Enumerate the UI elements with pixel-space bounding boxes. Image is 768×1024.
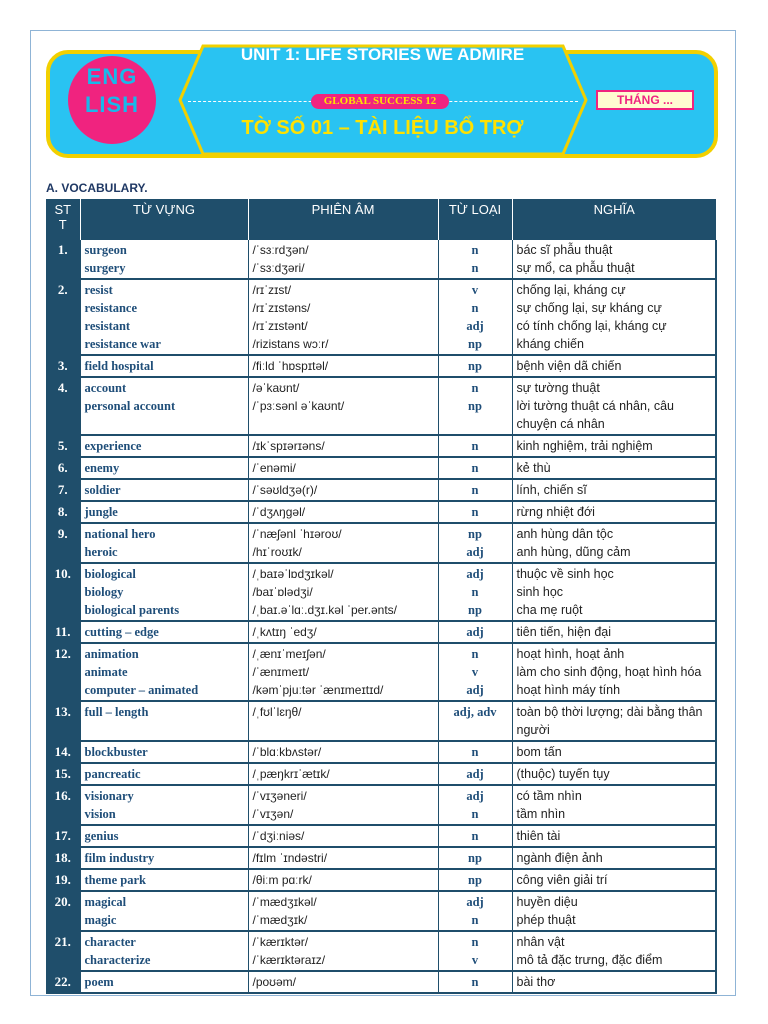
row-number: 1.	[46, 240, 80, 279]
table-row	[46, 377, 716, 435]
meaning-text: bài thơ	[516, 975, 556, 989]
vocab-word: surgery	[84, 261, 126, 275]
row-number: 10.	[46, 563, 80, 621]
vocab-word: resistant	[84, 319, 131, 333]
meaning-text: anh hùng, dũng cảm	[516, 545, 631, 559]
part-of-speech: np	[468, 603, 482, 617]
sheet-title: TỜ SỐ 01 – TÀI LIỆU BỔ TRỢ	[241, 117, 524, 139]
cell-phonetics	[248, 971, 438, 993]
part-of-speech: np	[468, 359, 482, 373]
cell-phonetics	[248, 763, 438, 785]
cell-meanings	[512, 931, 716, 971]
phonetic-transcription: /əˈkaʊnt/	[252, 381, 300, 395]
cell-pos	[438, 563, 512, 621]
cell-phonetics	[248, 869, 438, 891]
meaning-text: sự tường thuật	[516, 381, 600, 395]
vocab-word: experience	[84, 439, 142, 453]
row-number: 4.	[46, 377, 80, 435]
cell-pos	[438, 355, 512, 377]
part-of-speech: n	[471, 935, 479, 949]
part-of-speech: adj	[466, 319, 484, 333]
part-of-speech: adj	[466, 567, 484, 581]
cell-meanings	[512, 501, 716, 523]
vocab-word: visionary	[84, 789, 134, 803]
cell-pos	[438, 847, 512, 869]
cell-meanings	[512, 847, 716, 869]
cell-meanings	[512, 435, 716, 457]
cell-meanings	[512, 240, 716, 279]
part-of-speech: n	[471, 261, 479, 275]
phonetic-transcription: /kəmˈpjuːtər ˈænɪmeɪtɪd/	[252, 683, 384, 697]
row-number: 18.	[46, 847, 80, 869]
phonetic-transcription: /ˈænɪmeɪt/	[252, 665, 310, 679]
cell-pos	[438, 279, 512, 355]
cell-pos	[438, 763, 512, 785]
part-of-speech: n	[471, 243, 479, 257]
row-number: 14.	[46, 741, 80, 763]
cell-phonetics	[248, 825, 438, 847]
table-body	[46, 240, 716, 993]
table-row	[46, 847, 716, 869]
meaning-text: kẻ thù	[516, 461, 551, 475]
cell-phonetics	[248, 931, 438, 971]
cell-words	[80, 523, 248, 563]
header-phonetic: PHIÊN ÂM	[248, 199, 438, 240]
cell-phonetics	[248, 523, 438, 563]
part-of-speech: adj, adv	[453, 705, 497, 719]
header-pos: TỪ LOẠI	[438, 199, 512, 240]
cell-phonetics	[248, 621, 438, 643]
cell-meanings	[512, 643, 716, 701]
cell-words	[80, 869, 248, 891]
part-of-speech: adj	[466, 625, 484, 639]
table-row	[46, 869, 716, 891]
part-of-speech: adj	[466, 683, 484, 697]
phonetic-transcription: /fɪlm ˈɪndəstri/	[252, 851, 328, 865]
meaning-text: hoạt hình máy tính	[516, 683, 621, 697]
phonetic-transcription: /rɪˈzɪstəns/	[252, 301, 311, 315]
vocab-word: biological	[84, 567, 136, 581]
meaning-text: có tầm nhìn	[516, 789, 582, 803]
vocab-word: jungle	[84, 505, 118, 519]
cell-words	[80, 479, 248, 501]
phonetic-transcription: /ɪkˈspɪərɪəns/	[252, 439, 325, 453]
section-title: A. VOCABULARY.	[46, 181, 148, 195]
vocab-word: pancreatic	[84, 767, 141, 781]
vocab-word: national hero	[84, 527, 156, 541]
cell-phonetics	[248, 501, 438, 523]
cell-phonetics	[248, 701, 438, 741]
cell-phonetics	[248, 643, 438, 701]
vocab-word: biology	[84, 585, 124, 599]
cell-pos	[438, 785, 512, 825]
cell-phonetics	[248, 279, 438, 355]
phonetic-transcription: /ˈsɜːdʒəri/	[252, 261, 305, 275]
cell-phonetics	[248, 891, 438, 931]
cell-phonetics	[248, 563, 438, 621]
cell-phonetics	[248, 847, 438, 869]
part-of-speech: v	[471, 283, 479, 297]
row-number: 9.	[46, 523, 80, 563]
phonetic-transcription: /rɪˈzɪst/	[252, 283, 292, 297]
vocab-word: genius	[84, 829, 119, 843]
cell-meanings	[512, 523, 716, 563]
cell-meanings	[512, 457, 716, 479]
vocab-word: personal account	[84, 399, 176, 413]
row-number: 8.	[46, 501, 80, 523]
cell-words	[80, 501, 248, 523]
table-row	[46, 931, 716, 971]
cell-meanings	[512, 279, 716, 355]
row-number: 17.	[46, 825, 80, 847]
table-row	[46, 763, 716, 785]
meaning-text: rừng nhiệt đới	[516, 505, 595, 519]
meaning-text: bệnh viện dã chiến	[516, 359, 622, 373]
cell-words	[80, 621, 248, 643]
phonetic-transcription: /fiːld ˈhɒspɪtəl/	[252, 359, 329, 373]
phonetic-transcription: /ˈnæʃənl ˈhɪəroʊ/	[252, 527, 342, 541]
row-number: 11.	[46, 621, 80, 643]
meaning-text: anh hùng dân tộc	[516, 527, 614, 541]
cell-meanings	[512, 377, 716, 435]
cell-meanings	[512, 741, 716, 763]
part-of-speech: v	[471, 953, 479, 967]
part-of-speech: adj	[466, 545, 484, 559]
cell-words	[80, 643, 248, 701]
vocab-word: magic	[84, 913, 117, 927]
cell-words	[80, 377, 248, 435]
part-of-speech: n	[471, 483, 479, 497]
meaning-text: thiên tài	[516, 829, 561, 843]
cell-pos	[438, 240, 512, 279]
cell-words	[80, 971, 248, 993]
phonetic-transcription: /ˌbaɪəˈlɒdʒɪkəl/	[252, 567, 334, 581]
cell-words	[80, 763, 248, 785]
meaning-text: nhân vật	[516, 935, 565, 949]
cell-pos	[438, 435, 512, 457]
cell-words	[80, 741, 248, 763]
cell-words	[80, 825, 248, 847]
phonetic-transcription: /rizistans wɔːr/	[252, 337, 329, 351]
month-label: THÁNG ...	[596, 90, 694, 110]
part-of-speech: np	[468, 873, 482, 887]
vocab-word: field hospital	[84, 359, 154, 373]
cell-meanings	[512, 621, 716, 643]
phonetic-transcription: /ˈvɪʒən/	[252, 807, 294, 821]
header-word: TỪ VỰNG	[80, 199, 248, 240]
vocab-word: full – length	[84, 705, 149, 719]
table-row	[46, 523, 716, 563]
row-number: 6.	[46, 457, 80, 479]
part-of-speech: adj	[466, 767, 484, 781]
cell-pos	[438, 377, 512, 435]
meaning-text: bác sĩ phẫu thuật	[516, 243, 613, 257]
part-of-speech: n	[471, 439, 479, 453]
cell-meanings	[512, 355, 716, 377]
meaning-text: có tính chống lại, kháng cự	[516, 319, 667, 333]
cell-pos	[438, 523, 512, 563]
vocab-word: magical	[84, 895, 127, 909]
vocab-word: animate	[84, 665, 128, 679]
row-number: 21.	[46, 931, 80, 971]
part-of-speech: n	[471, 913, 479, 927]
table-row	[46, 971, 716, 993]
vocab-word: character	[84, 935, 136, 949]
phonetic-transcription: /ˌbaɪ.əˈlɑː.dʒɪ.kəl ˈper.ənts/	[252, 603, 397, 617]
vocab-word: biological parents	[84, 603, 180, 617]
cell-pos	[438, 457, 512, 479]
cell-words	[80, 847, 248, 869]
cell-words	[80, 355, 248, 377]
phonetic-transcription: /ˈdʒiːniəs/	[252, 829, 305, 843]
row-number: 12.	[46, 643, 80, 701]
cell-phonetics	[248, 355, 438, 377]
cell-phonetics	[248, 240, 438, 279]
meaning-text: sự chống lại, sự kháng cự	[516, 301, 662, 315]
part-of-speech: n	[471, 745, 479, 759]
meaning-text: công viên giải trí	[516, 873, 608, 887]
vocab-word: animation	[84, 647, 139, 661]
part-of-speech: np	[468, 527, 482, 541]
meaning-text: tầm nhìn	[516, 807, 566, 821]
phonetic-transcription: /ˌpæŋkrɪˈætɪk/	[252, 767, 330, 781]
row-number: 16.	[46, 785, 80, 825]
logo-text-line1: ENG	[86, 64, 138, 89]
cell-words	[80, 563, 248, 621]
cell-words	[80, 931, 248, 971]
phonetic-transcription: /ˈsɜːrdʒən/	[252, 243, 309, 257]
cell-meanings	[512, 479, 716, 501]
meaning-text: toàn bộ thời lượng; dài bằng thân người	[516, 705, 703, 737]
meaning-text: sinh học	[516, 585, 564, 599]
table-row	[46, 785, 716, 825]
part-of-speech: n	[471, 829, 479, 843]
phonetic-transcription: /ˈsəʊldʒə(r)/	[252, 483, 318, 497]
cell-words	[80, 240, 248, 279]
vocab-word: surgeon	[84, 243, 127, 257]
vocab-word: poem	[84, 975, 114, 989]
vocab-word: theme park	[84, 873, 146, 887]
phonetic-transcription: /ˈenəmi/	[252, 461, 296, 475]
vocab-word: film industry	[84, 851, 155, 865]
meaning-text: tiên tiến, hiện đại	[516, 625, 612, 639]
meaning-text: bom tấn	[516, 745, 562, 759]
series-badge: GLOBAL SUCCESS 12	[311, 94, 449, 109]
vocab-word: resistance	[84, 301, 138, 315]
phonetic-transcription: /ˈblɑːkbʌstər/	[252, 745, 322, 759]
vocab-word: cutting – edge	[84, 625, 159, 639]
cell-pos	[438, 643, 512, 701]
phonetic-transcription: /θiːm pɑːrk/	[252, 873, 312, 887]
cell-meanings	[512, 763, 716, 785]
cell-pos	[438, 479, 512, 501]
cell-pos	[438, 701, 512, 741]
cell-words	[80, 701, 248, 741]
table-row	[46, 741, 716, 763]
meaning-text: hoạt hình, hoạt ảnh	[516, 647, 625, 661]
phonetic-transcription: /hɪˈroʊɪk/	[252, 545, 302, 559]
row-number: 2.	[46, 279, 80, 355]
meaning-text: mô tả đặc trưng, đặc điểm	[516, 953, 663, 967]
phonetic-transcription: /baɪˈɒlədʒi/	[252, 585, 313, 599]
row-number: 3.	[46, 355, 80, 377]
meaning-text: cha mẹ ruột	[516, 603, 583, 617]
part-of-speech: v	[471, 665, 479, 679]
phonetic-transcription: /ˈdʒʌŋgəl/	[252, 505, 306, 519]
table-row	[46, 701, 716, 741]
part-of-speech: np	[468, 337, 482, 351]
cell-words	[80, 435, 248, 457]
cell-meanings	[512, 869, 716, 891]
vocab-word: resistance war	[84, 337, 161, 351]
meaning-text: làm cho sinh động, hoạt hình hóa	[516, 665, 702, 679]
cell-pos	[438, 825, 512, 847]
part-of-speech: n	[471, 585, 479, 599]
vocab-word: resist	[84, 283, 113, 297]
phonetic-transcription: /ˈkærɪktər/	[252, 935, 309, 949]
meaning-text: ngành điện ảnh	[516, 851, 603, 865]
cell-words	[80, 785, 248, 825]
cell-phonetics	[248, 785, 438, 825]
meaning-text: thuộc về sinh học	[516, 567, 614, 581]
cell-pos	[438, 621, 512, 643]
logo-text-line2: LISH	[84, 92, 140, 117]
vocab-word: soldier	[84, 483, 121, 497]
part-of-speech: adj	[466, 789, 484, 803]
vocab-word: computer – animated	[84, 683, 199, 697]
table-row	[46, 355, 716, 377]
row-number: 19.	[46, 869, 80, 891]
table-row	[46, 240, 716, 279]
vocab-word: blockbuster	[84, 745, 148, 759]
cell-words	[80, 279, 248, 355]
cell-meanings	[512, 701, 716, 741]
table-row	[46, 891, 716, 931]
vocab-word: enemy	[84, 461, 120, 475]
table-row	[46, 279, 716, 355]
phonetic-transcription: /ˌænɪˈmeɪʃən/	[252, 647, 326, 661]
part-of-speech: np	[468, 399, 482, 413]
meaning-text: chống lại, kháng cự	[516, 283, 626, 297]
cell-meanings	[512, 891, 716, 931]
table-row	[46, 501, 716, 523]
part-of-speech: adj	[466, 895, 484, 909]
vocab-word: characterize	[84, 953, 151, 967]
phonetic-transcription: /ˈkærɪktəraɪz/	[252, 953, 326, 967]
cell-meanings	[512, 825, 716, 847]
row-number: 22.	[46, 971, 80, 993]
unit-title: UNIT 1: LIFE STORIES WE ADMIRE	[240, 45, 525, 64]
table-row	[46, 621, 716, 643]
cell-phonetics	[248, 479, 438, 501]
table-row	[46, 457, 716, 479]
table-row	[46, 563, 716, 621]
table-row	[46, 825, 716, 847]
phonetic-transcription: /ˌfʊlˈlɛŋθ/	[252, 705, 302, 719]
table-row	[46, 479, 716, 501]
row-number: 15.	[46, 763, 80, 785]
vocabulary-table	[46, 199, 717, 994]
vocab-word: vision	[84, 807, 116, 821]
header-no: ST T	[46, 199, 80, 240]
part-of-speech: n	[471, 647, 479, 661]
part-of-speech: np	[468, 851, 482, 865]
cell-meanings	[512, 971, 716, 993]
cell-pos	[438, 931, 512, 971]
row-number: 20.	[46, 891, 80, 931]
cell-pos	[438, 501, 512, 523]
row-number: 7.	[46, 479, 80, 501]
cell-phonetics	[248, 435, 438, 457]
meaning-text: kháng chiến	[516, 337, 584, 351]
cell-words	[80, 891, 248, 931]
meaning-text: lính, chiến sĩ	[516, 483, 587, 497]
cell-pos	[438, 741, 512, 763]
cell-meanings	[512, 785, 716, 825]
part-of-speech: n	[471, 807, 479, 821]
header-meaning: NGHĨA	[512, 199, 716, 240]
phonetic-transcription: /ˈpɜːsənl əˈkaʊnt/	[252, 399, 345, 413]
cell-phonetics	[248, 741, 438, 763]
meaning-text: kinh nghiệm, trải nghiệm	[516, 439, 653, 453]
meaning-text: (thuộc) tuyến tụy	[516, 767, 610, 781]
phonetic-transcription: /ˈmædʒɪkəl/	[252, 895, 317, 909]
part-of-speech: n	[471, 381, 479, 395]
part-of-speech: n	[471, 301, 479, 315]
cell-phonetics	[248, 377, 438, 435]
table-row	[46, 643, 716, 701]
part-of-speech: n	[471, 975, 479, 989]
phonetic-transcription: /ˌkʌtɪŋ ˈedʒ/	[252, 625, 317, 639]
meaning-text: sự mổ, ca phẫu thuật	[516, 261, 635, 275]
meaning-text: lời tường thuật cá nhân, câu chuyện cá nhân	[516, 399, 674, 431]
cell-pos	[438, 869, 512, 891]
row-number: 5.	[46, 435, 80, 457]
cell-pos	[438, 971, 512, 993]
meaning-text: phép thuật	[516, 913, 576, 927]
vocab-word: heroic	[84, 545, 118, 559]
part-of-speech: n	[471, 461, 479, 475]
cell-phonetics	[248, 457, 438, 479]
phonetic-transcription: /rɪˈzɪstənt/	[252, 319, 308, 333]
cell-meanings	[512, 563, 716, 621]
cell-words	[80, 457, 248, 479]
phonetic-transcription: /ˈmædʒɪk/	[252, 913, 308, 927]
table-row	[46, 435, 716, 457]
row-number: 13.	[46, 701, 80, 741]
part-of-speech: n	[471, 505, 479, 519]
cell-pos	[438, 891, 512, 931]
vocab-word: account	[84, 381, 127, 395]
phonetic-transcription: /ˈvɪʒəneri/	[252, 789, 307, 803]
table-header-row	[46, 199, 716, 240]
meaning-text: huyền diệu	[516, 895, 578, 909]
phonetic-transcription: /poʊəm/	[252, 975, 297, 989]
